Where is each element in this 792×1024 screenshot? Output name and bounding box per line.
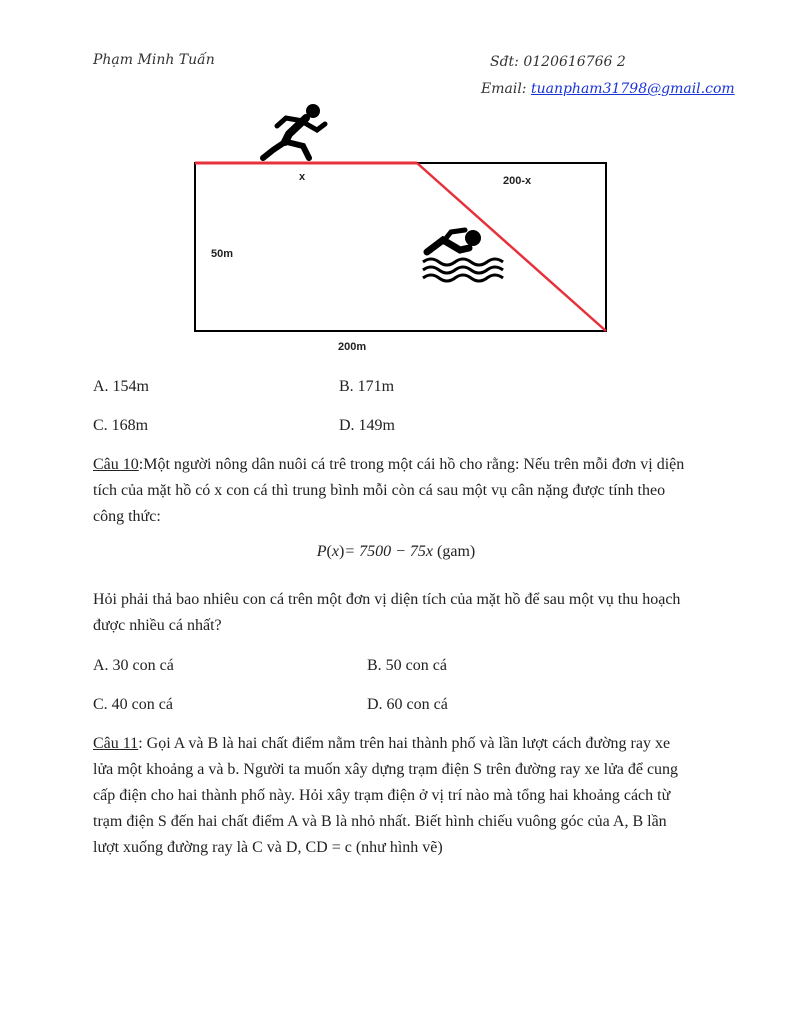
swim-path (417, 163, 606, 331)
q11-label: Câu 11 (93, 735, 139, 752)
formula-rhs: = 7500 − 75x (344, 543, 434, 560)
q10-option-c[interactable]: C. 40 con cá (93, 696, 173, 713)
label-length: 200m (338, 341, 367, 353)
q10-question (93, 452, 693, 530)
email-prefix: Email: (481, 81, 531, 97)
runner-icon (263, 104, 325, 158)
label-x: x (299, 171, 306, 183)
q9-option-c[interactable]: C. 168m (93, 417, 149, 434)
q10-label: Câu 10 (93, 456, 139, 473)
q9-option-b[interactable]: B. 171m (339, 378, 395, 395)
q10-text: :Một người nông dân nuôi cá trê trong một cái hồ cho rằng: Nếu trên mỗi đơn vị diện tích của mặt hồ có x con cá thì trung bình mỗi còn cá sau một vụ cân nặng được tính theo công thức: (93, 456, 685, 525)
pool-diagram (185, 100, 615, 360)
label-width: 50m (211, 248, 234, 260)
swimmer-icon (423, 230, 503, 281)
formula-lhs: P (316, 543, 327, 560)
q9-option-d[interactable]: D. 149m (339, 417, 395, 434)
q10-formula: P(x)= 7500 − 75x (gam) (316, 543, 476, 560)
email-line (481, 81, 735, 97)
email-link[interactable]: tuanpham31798@gmail.com (530, 81, 735, 97)
q11-question (93, 731, 693, 861)
q10-option-d[interactable]: D. 60 con cá (367, 696, 448, 713)
q10-option-b[interactable]: B. 50 con cá (367, 657, 447, 674)
formula-arg: x (331, 543, 339, 560)
q10-question-2: Hỏi phải thả bao nhiêu con cá trên một đơn vị diện tích của mặt hồ để sau một vụ thu hoạch được nhiều cá nhất? (93, 591, 681, 634)
pool-rectangle (195, 163, 606, 331)
author-name: Phạm Minh Tuấn (93, 52, 215, 68)
q10-option-a[interactable]: A. 30 con cá (93, 657, 174, 674)
phone-number: Sđt: 0120616766 2 (490, 54, 626, 70)
formula-unit: (gam) (437, 543, 476, 560)
q11-text: : Gọi A và B là hai chất điểm nằm trên hai thành phố và lần lượt cách đường ray xe lửa một khoảng a và b. Người ta muốn xây dựng trạm điện S trên đường ray xe lửa để cung cấp điện cho hai thành phố này. Hỏi xây trạm điện ở vị trí nào mà tổng hai khoảng cách từ trạm điện S đến hai chất điểm A và B là nhỏ nhất. Biết hình chiếu vuông góc của A, B lần lượt xuống đường ray là C và D, CD = c (như hình vẽ) (93, 735, 679, 856)
q9-option-a[interactable]: A. 154m (93, 378, 149, 395)
label-200-minus-x: 200-x (503, 175, 532, 187)
